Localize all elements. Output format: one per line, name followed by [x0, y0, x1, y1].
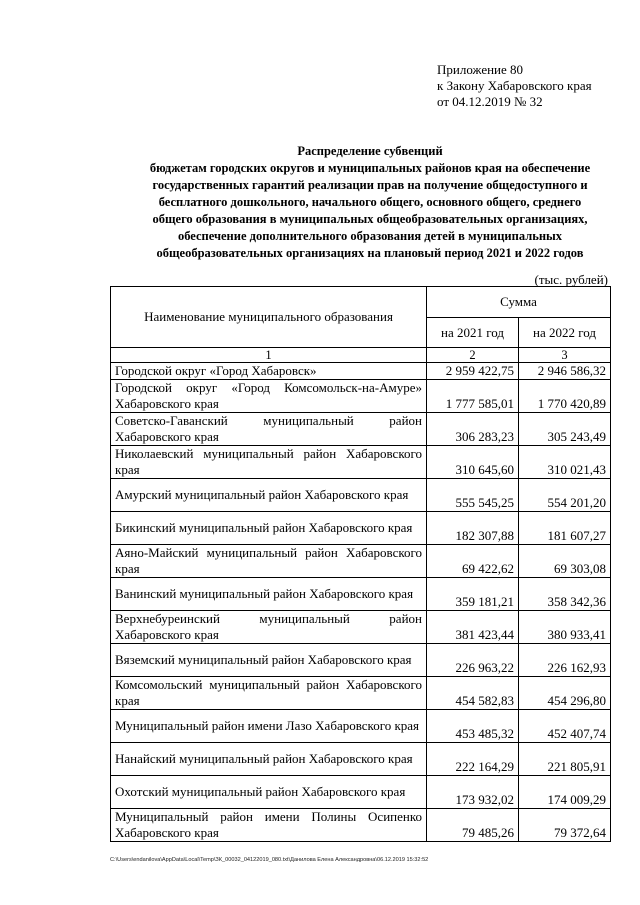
title-line-1: Распределение субвенций	[297, 144, 443, 158]
row-value-2022: 380 933,41	[519, 611, 611, 644]
row-value-2021: 359 181,21	[427, 578, 519, 611]
file-path-footer: C:\Users\endanilova\AppData\Local\Temp\ЗК_00032_04122019_080.txt\Данилова Елена Александровна\06.12.2019 15:32:52	[110, 857, 429, 863]
row-value-2022: 452 407,74	[519, 710, 611, 743]
units-label: (тыс. рублей)	[534, 272, 608, 287]
row-name: Городской округ «Город Комсомольск-на-Амуре» Хабаровского края	[111, 380, 427, 413]
row-name: Верхнебуреинский муниципальный район Хабаровского края	[111, 611, 427, 644]
header-year-2021: на 2021 год	[427, 318, 519, 348]
title-line-5: общего образования в муниципальных общеобразовательных организациях,	[152, 212, 588, 226]
row-value-2022: 226 162,93	[519, 644, 611, 677]
row-value-2021: 454 582,83	[427, 677, 519, 710]
row-value-2021: 555 545,25	[427, 479, 519, 512]
row-name: Нанайский муниципальный район Хабаровского края	[111, 743, 427, 776]
column-number-1: 1	[111, 348, 427, 363]
row-name: Городской округ «Город Хабаровск»	[111, 363, 427, 380]
row-value-2022: 310 021,43	[519, 446, 611, 479]
table-row	[111, 710, 611, 743]
row-value-2022: 1 770 420,89	[519, 380, 611, 413]
title-line-2: бюджетам городских округов и муниципальных районов края на обеспечение	[149, 161, 591, 175]
row-value-2022: 2 946 586,32	[519, 363, 611, 380]
subsidy-table	[110, 286, 611, 842]
title-line-7: общеобразовательных организациях на плановый период 2021 и 2022 годов	[156, 246, 584, 260]
row-name: Вяземский муниципальный район Хабаровского края	[111, 644, 427, 677]
table-row	[111, 479, 611, 512]
row-value-2022: 174 009,29	[519, 776, 611, 809]
row-value-2021: 173 932,02	[427, 776, 519, 809]
row-value-2021: 222 164,29	[427, 743, 519, 776]
document-title	[100, 143, 640, 262]
row-name: Охотский муниципальный район Хабаровского края	[111, 776, 427, 809]
row-name: Ванинский муниципальный район Хабаровского края	[111, 578, 427, 611]
table-row	[111, 578, 611, 611]
appendix-line-1: Приложение 80	[437, 62, 524, 77]
appendix-line-3: от 04.12.2019 № 32	[437, 94, 543, 109]
row-value-2022: 79 372,64	[519, 809, 611, 842]
appendix-note	[437, 62, 592, 110]
table-row	[111, 380, 611, 413]
header-sum: Сумма	[427, 287, 611, 318]
table-row	[111, 413, 611, 446]
row-value-2021: 69 422,62	[427, 545, 519, 578]
row-name: Николаевский муниципальный район Хабаровского края	[111, 446, 427, 479]
row-value-2021: 306 283,23	[427, 413, 519, 446]
row-name: Амурский муниципальный район Хабаровского края	[111, 479, 427, 512]
column-number-2: 2	[427, 348, 519, 363]
row-name: Комсомольский муниципальный район Хабаровского края	[111, 677, 427, 710]
row-value-2021: 2 959 422,75	[427, 363, 519, 380]
table-row	[111, 677, 611, 710]
table-row	[111, 446, 611, 479]
table-row	[111, 644, 611, 677]
table-row	[111, 512, 611, 545]
row-value-2021: 1 777 585,01	[427, 380, 519, 413]
table-row	[111, 809, 611, 842]
header-name: Наименование муниципального образования	[111, 287, 427, 348]
table-row	[111, 363, 611, 380]
row-name: Муниципальный район имени Лазо Хабаровского края	[111, 710, 427, 743]
row-name: Бикинский муниципальный район Хабаровского края	[111, 512, 427, 545]
row-name: Аяно-Майский муниципальный район Хабаровского края	[111, 545, 427, 578]
title-line-3: государственных гарантий реализации прав на получение общедоступного и	[152, 178, 588, 192]
title-line-6: обеспечение дополнительного образования детей в муниципальных	[177, 229, 563, 243]
row-value-2022: 221 805,91	[519, 743, 611, 776]
row-value-2022: 358 342,36	[519, 578, 611, 611]
row-name: Муниципальный район имени Полины Осипенко Хабаровского края	[111, 809, 427, 842]
column-number-3: 3	[519, 348, 611, 363]
row-value-2022: 454 296,80	[519, 677, 611, 710]
header-year-2022: на 2022 год	[519, 318, 611, 348]
table-row	[111, 776, 611, 809]
row-value-2022: 554 201,20	[519, 479, 611, 512]
row-value-2022: 305 243,49	[519, 413, 611, 446]
row-name: Советско-Гаванский муниципальный район Хабаровского края	[111, 413, 427, 446]
row-value-2021: 79 485,26	[427, 809, 519, 842]
table-row	[111, 743, 611, 776]
appendix-line-2: к Закону Хабаровского края	[437, 78, 592, 93]
table-row	[111, 611, 611, 644]
table-row	[111, 545, 611, 578]
title-line-4: бесплатного дошкольного, начального общего, основного общего, среднего	[158, 195, 582, 209]
row-value-2021: 381 423,44	[427, 611, 519, 644]
row-value-2022: 181 607,27	[519, 512, 611, 545]
row-value-2021: 310 645,60	[427, 446, 519, 479]
row-value-2021: 453 485,32	[427, 710, 519, 743]
row-value-2021: 226 963,22	[427, 644, 519, 677]
row-value-2022: 69 303,08	[519, 545, 611, 578]
row-value-2021: 182 307,88	[427, 512, 519, 545]
